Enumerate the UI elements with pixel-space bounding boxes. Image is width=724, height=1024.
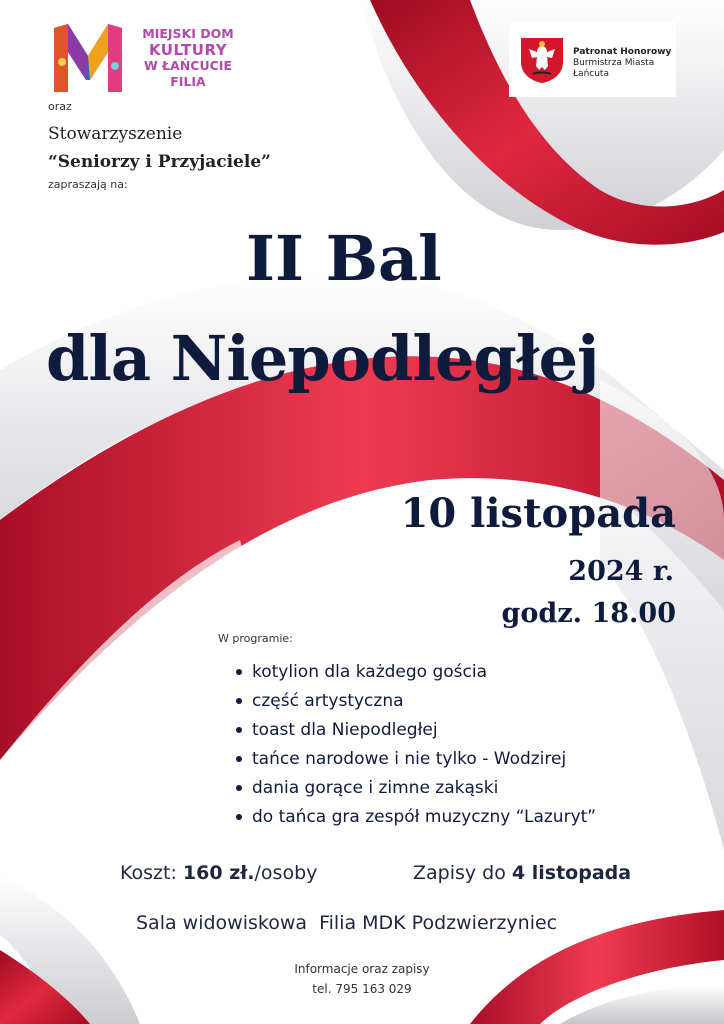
program-item-text: dania gorące i zimne zakąski	[252, 778, 499, 798]
contact-phone: tel. 795 163 029	[312, 982, 412, 996]
city-crest-icon	[519, 36, 565, 84]
event-title-line1: II Bal	[246, 222, 442, 295]
logo-line: MIEJSKI DOM	[142, 26, 234, 41]
contact-label: Informacje oraz zapisy	[294, 962, 430, 976]
honorary-patronage-badge	[509, 22, 676, 97]
event-date: 10 listopada	[400, 490, 676, 537]
logo-line: KULTURY	[148, 41, 228, 59]
association-label: Stowarzyszenie	[48, 124, 183, 144]
program-item	[236, 774, 596, 803]
mdk-m-logo-icon	[50, 22, 126, 94]
program-item-text: toast dla Niepodległej	[252, 720, 438, 740]
event-year: 2024 r.	[568, 556, 674, 587]
program-item-text: tańce narodowe i nie tylko - Wodzirej	[252, 749, 567, 769]
program-item	[236, 687, 596, 716]
intro-oraz: oraz	[48, 100, 72, 113]
logo-line: FILIA	[170, 74, 206, 89]
cost-info	[120, 862, 317, 884]
program-list	[236, 658, 596, 832]
patron-text	[573, 47, 671, 80]
signup-label: Zapisy do	[413, 862, 506, 884]
program-item	[236, 716, 596, 745]
bullet-icon	[236, 756, 242, 762]
bullet-icon	[236, 669, 242, 675]
venue-info: Sala widowiskowa Filia MDK Podzwierzyniec	[136, 912, 558, 934]
signup-deadline: 4 listopada	[511, 862, 632, 884]
event-time: godz. 18.00	[501, 598, 676, 629]
cost-label: Koszt:	[120, 862, 177, 884]
invite-text: zapraszają na:	[48, 178, 128, 191]
bullet-icon	[236, 727, 242, 733]
program-item	[236, 745, 596, 774]
bullet-icon	[236, 814, 242, 820]
bullet-icon	[236, 698, 242, 704]
bullet-icon	[236, 785, 242, 791]
logo-line: W ŁAŃCUCIE	[144, 58, 232, 73]
program-item	[236, 658, 596, 687]
program-item-text: część artystyczna	[252, 691, 404, 711]
patron-line: Patronat Honorowy	[573, 47, 672, 57]
program-label: W programie:	[218, 632, 293, 645]
mdk-logo	[50, 22, 240, 102]
event-title-line2: dla Niepodległej	[46, 322, 599, 395]
mdk-logo-text	[138, 26, 238, 90]
association-name: “Seniorzy i Przyjaciele”	[48, 152, 271, 172]
program-item	[236, 803, 596, 832]
cost-amount: 160 zł.	[182, 862, 255, 884]
program-item-text: do tańca gra zespół muzyczny “Lazuryt”	[252, 807, 597, 827]
patron-line: Łańcuta	[573, 69, 609, 79]
cost-unit: /osoby	[254, 862, 318, 884]
signup-info	[413, 862, 631, 884]
patron-line: Burmistrza Miasta	[573, 58, 655, 68]
program-item-text: kotylion dla każdego gościa	[252, 662, 487, 682]
